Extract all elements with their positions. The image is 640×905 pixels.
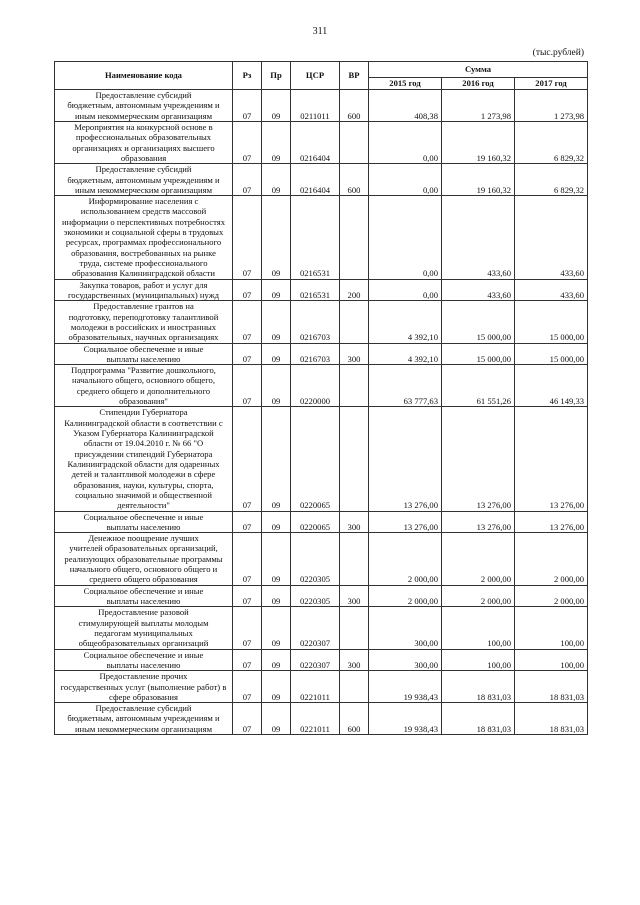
row-name: Предоставление разовой стимулирующей выплаты молодым педагогам муниципальных общеобразовательных организаций	[55, 607, 233, 649]
row-2016: 13 276,00	[442, 511, 515, 533]
table-row	[55, 511, 588, 533]
row-2016: 61 551,26	[442, 365, 515, 407]
row-2017: 46 149,33	[515, 365, 588, 407]
table-row	[55, 671, 588, 703]
row-csr: 0220065	[291, 511, 340, 533]
row-csr: 0221011	[291, 671, 340, 703]
row-vr	[340, 196, 369, 280]
row-2016: 433,60	[442, 279, 515, 301]
row-2017: 2 000,00	[515, 533, 588, 586]
row-2015: 0,00	[369, 164, 442, 196]
row-2016: 100,00	[442, 607, 515, 649]
table-row	[55, 533, 588, 586]
row-name: Предоставление грантов на подготовку, переподготовку талантливой молодежи в российских и иностранных образовательных, научных организациях	[55, 301, 233, 343]
table-row	[55, 607, 588, 649]
row-csr: 0220065	[291, 407, 340, 511]
row-csr: 0220000	[291, 365, 340, 407]
row-rz: 07	[233, 121, 262, 163]
row-2017: 13 276,00	[515, 511, 588, 533]
row-name: Денежное поощрение лучших учителей образовательных организаций, реализующих образовательные программы начального общего, основного общего и среднего общего образования	[55, 533, 233, 586]
row-csr: 0216404	[291, 164, 340, 196]
row-2016: 15 000,00	[442, 301, 515, 343]
row-rz: 07	[233, 279, 262, 301]
row-2017: 100,00	[515, 607, 588, 649]
row-vr: 300	[340, 585, 369, 607]
row-name: Предоставление субсидий бюджетным, автономным учреждениям и иным некоммерческим организациям	[55, 164, 233, 196]
row-2015: 0,00	[369, 196, 442, 280]
row-2015: 13 276,00	[369, 511, 442, 533]
row-rz: 07	[233, 533, 262, 586]
row-2017: 15 000,00	[515, 343, 588, 365]
table-row	[55, 279, 588, 301]
row-2017: 18 831,03	[515, 671, 588, 703]
row-rz: 07	[233, 343, 262, 365]
row-2016: 18 831,03	[442, 671, 515, 703]
row-2015: 300,00	[369, 649, 442, 671]
row-2016: 13 276,00	[442, 407, 515, 511]
table-row	[55, 703, 588, 735]
row-rz: 07	[233, 649, 262, 671]
budget-table	[54, 61, 588, 735]
header-csr: ЦСР	[291, 62, 340, 90]
row-vr	[340, 121, 369, 163]
row-2016: 2 000,00	[442, 585, 515, 607]
row-2017: 433,60	[515, 196, 588, 280]
header-rz: Рз	[233, 62, 262, 90]
row-csr: 0216404	[291, 121, 340, 163]
row-2017: 433,60	[515, 279, 588, 301]
table-row	[55, 301, 588, 343]
table-body	[55, 90, 588, 735]
row-2015: 2 000,00	[369, 533, 442, 586]
row-pr: 09	[262, 301, 291, 343]
row-2015: 408,38	[369, 90, 442, 122]
row-vr: 300	[340, 511, 369, 533]
page-number: 311	[312, 26, 328, 37]
header-pr: Пр	[262, 62, 291, 90]
row-pr: 09	[262, 90, 291, 122]
row-name: Стипендии Губернатора Калининградской области в соответствии с Указом Губернатора Калининградской области от 19.04.2010 г. № 66 "О присуждении стипендий Губернатора Калининградской области для одаренных детей и талантливой молодежи в сфере образования, науки, культуры, спорта, социально значимой и общественной деятельности"	[55, 407, 233, 511]
row-2016: 19 160,32	[442, 164, 515, 196]
row-2015: 19 938,43	[369, 671, 442, 703]
row-name: Закупка товаров, работ и услуг для государственных (муниципальных) нужд	[55, 279, 233, 301]
row-pr: 09	[262, 533, 291, 586]
row-rz: 07	[233, 301, 262, 343]
table-row	[55, 343, 588, 365]
row-name: Подпрограмма "Развитие дошкольного, начального общего, основного общего, среднего общего и дополнительного образования"	[55, 365, 233, 407]
row-2015: 4 392,10	[369, 343, 442, 365]
row-rz: 07	[233, 90, 262, 122]
row-rz: 07	[233, 164, 262, 196]
row-pr: 09	[262, 407, 291, 511]
row-rz: 07	[233, 511, 262, 533]
row-csr: 0220305	[291, 585, 340, 607]
row-2015: 19 938,43	[369, 703, 442, 735]
row-vr	[340, 301, 369, 343]
header-2017: 2017 год	[515, 78, 588, 90]
row-rz: 07	[233, 607, 262, 649]
row-2017: 6 829,32	[515, 121, 588, 163]
row-2017: 18 831,03	[515, 703, 588, 735]
row-2016: 1 273,98	[442, 90, 515, 122]
row-vr: 600	[340, 90, 369, 122]
header-vr: ВР	[340, 62, 369, 90]
row-pr: 09	[262, 343, 291, 365]
row-name: Предоставление субсидий бюджетным, автономным учреждениям и иным некоммерческим организациям	[55, 703, 233, 735]
row-2016: 100,00	[442, 649, 515, 671]
row-2016: 19 160,32	[442, 121, 515, 163]
row-pr: 09	[262, 365, 291, 407]
row-vr	[340, 607, 369, 649]
row-pr: 09	[262, 164, 291, 196]
row-2015: 0,00	[369, 279, 442, 301]
row-pr: 09	[262, 279, 291, 301]
row-name: Социальное обеспечение и иные выплаты населению	[55, 649, 233, 671]
row-csr: 0216703	[291, 301, 340, 343]
row-vr	[340, 365, 369, 407]
row-name: Социальное обеспечение и иные выплаты населению	[55, 511, 233, 533]
row-2015: 0,00	[369, 121, 442, 163]
row-2015: 63 777,63	[369, 365, 442, 407]
header-sum: Сумма	[369, 62, 588, 78]
row-pr: 09	[262, 121, 291, 163]
row-2015: 13 276,00	[369, 407, 442, 511]
row-2016: 433,60	[442, 196, 515, 280]
row-2017: 1 273,98	[515, 90, 588, 122]
header-2016: 2016 год	[442, 78, 515, 90]
row-2017: 2 000,00	[515, 585, 588, 607]
row-pr: 09	[262, 511, 291, 533]
row-csr: 0221011	[291, 703, 340, 735]
row-2016: 18 831,03	[442, 703, 515, 735]
row-name: Мероприятия на конкурсной основе в профессиональных образовательных организациях и организациях высшего образования	[55, 121, 233, 163]
row-csr: 0220305	[291, 533, 340, 586]
row-pr: 09	[262, 585, 291, 607]
row-rz: 07	[233, 585, 262, 607]
table-row	[55, 90, 588, 122]
row-vr	[340, 671, 369, 703]
row-name: Социальное обеспечение и иные выплаты населению	[55, 343, 233, 365]
row-csr: 0216703	[291, 343, 340, 365]
row-vr	[340, 533, 369, 586]
header-2015: 2015 год	[369, 78, 442, 90]
row-2016: 2 000,00	[442, 533, 515, 586]
row-2017: 6 829,32	[515, 164, 588, 196]
row-pr: 09	[262, 703, 291, 735]
row-rz: 07	[233, 703, 262, 735]
table-row	[55, 649, 588, 671]
row-rz: 07	[233, 365, 262, 407]
row-csr: 0211011	[291, 90, 340, 122]
table-row	[55, 121, 588, 163]
table-row	[55, 196, 588, 280]
row-pr: 09	[262, 671, 291, 703]
table-row	[55, 407, 588, 511]
row-name: Информирование населения с использованием средств массовой информации о перспективных потребностях экономики и социальной сферы в трудовых ресурсах, программах профессионального образования, востребованных на рынке труда, системе профессионального образования Калининградской области	[55, 196, 233, 280]
table-row	[55, 585, 588, 607]
row-pr: 09	[262, 607, 291, 649]
row-vr: 600	[340, 164, 369, 196]
row-vr: 600	[340, 703, 369, 735]
row-pr: 09	[262, 196, 291, 280]
row-name: Социальное обеспечение и иные выплаты населению	[55, 585, 233, 607]
row-vr: 300	[340, 343, 369, 365]
table-header	[55, 62, 588, 90]
row-csr: 0216531	[291, 279, 340, 301]
row-vr	[340, 407, 369, 511]
row-2015: 4 392,10	[369, 301, 442, 343]
header-name: Наименование кода	[55, 62, 233, 90]
row-2015: 300,00	[369, 607, 442, 649]
row-name: Предоставление прочих государственных услуг (выполнение работ) в сфере образования	[55, 671, 233, 703]
row-2016: 15 000,00	[442, 343, 515, 365]
table-row	[55, 164, 588, 196]
row-csr: 0216531	[291, 196, 340, 280]
row-vr: 200	[340, 279, 369, 301]
row-csr: 0220307	[291, 607, 340, 649]
row-rz: 07	[233, 671, 262, 703]
table-row	[55, 365, 588, 407]
row-csr: 0220307	[291, 649, 340, 671]
row-2017: 100,00	[515, 649, 588, 671]
row-2017: 13 276,00	[515, 407, 588, 511]
unit-note: (тыс.рублей)	[532, 48, 584, 58]
row-2015: 2 000,00	[369, 585, 442, 607]
row-rz: 07	[233, 407, 262, 511]
row-vr: 300	[340, 649, 369, 671]
row-name: Предоставление субсидий бюджетным, автономным учреждениям и иным некоммерческим организациям	[55, 90, 233, 122]
row-pr: 09	[262, 649, 291, 671]
row-2017: 15 000,00	[515, 301, 588, 343]
row-rz: 07	[233, 196, 262, 280]
